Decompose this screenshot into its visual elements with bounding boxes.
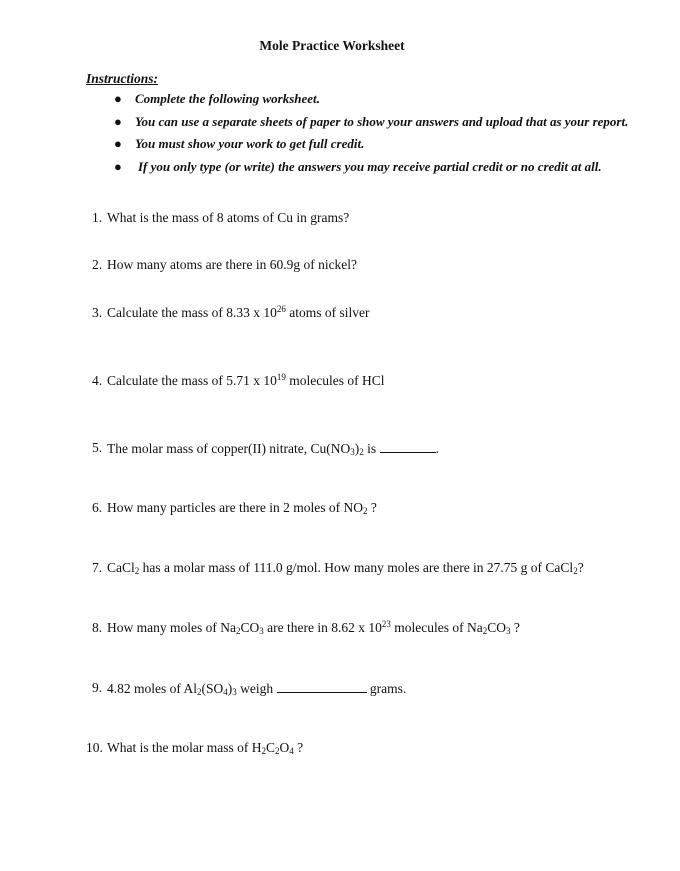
question-text: 4.82 moles of $Al_2(SO_4)_3$ weigh grams. [107,681,407,697]
worksheet-title: Mole Practice Worksheet [259,38,405,53]
question-number: 4. [92,373,103,388]
instruction-item [0,159,680,182]
bullet-icon: ● [114,113,122,129]
instructions-list [0,91,680,181]
instruction-text: You must show your work to get full credit. [135,136,365,151]
question-text: What is the mass of 8 atoms of Cu in grams? [107,210,350,225]
question-text: How many atoms are there in 60.9g of nickel? [107,257,358,272]
question-text: What is the molar mass of $H_2C_2O_4$ ? [107,740,304,756]
question-text: Calculate the mass of 5.71 x $10^{19}$ molecules of HCl [107,372,385,388]
question-number: 3. [92,305,103,320]
instruction-item [0,91,680,114]
question-number: 9. [92,680,103,695]
question-number: 6. [92,500,103,515]
question-number: 5. [92,440,103,455]
question-text: CaCl$_2$ has a molar mass of 111.0 g/mol. How many moles are there in 27.75 g of CaCl$_2$? [107,560,584,576]
question-text: Calculate the mass of 8.33 x $10^{26}$ atoms of silver [107,304,370,320]
bullet-icon: ● [114,91,122,106]
question-text: How many particles are there in 2 moles of $NO_2$ ? [107,500,377,516]
instruction-text: Complete the following worksheet. [135,91,320,106]
question-text: How many moles of $Na_2CO_3$ are there in 8.62 x $10^{23}$ molecules of $Na_2CO_3$ ? [107,619,520,636]
instruction-item [0,114,680,137]
bullet-icon: ● [114,158,122,174]
answer-blank[interactable] [277,680,367,693]
instruction-item [0,136,680,159]
question-number: 7. [92,560,103,575]
instruction-text: You can use a separate sheets of paper to show your answers and upload that as your report. [135,113,629,129]
bullet-icon: ● [114,136,122,151]
question-number: 8. [92,620,103,635]
instruction-text: If you only type (or write) the answers you may receive partial credit or no credit at all. [138,158,602,174]
question-number: 2. [92,257,103,272]
question-number: 1. [92,210,103,225]
question-number: 10. [86,740,103,755]
instructions-label: Instructions: [86,71,159,86]
answer-blank[interactable] [380,440,436,453]
question-text: The molar mass of copper(II) nitrate, $Cu(NO_3)_2$ is . [107,441,439,457]
